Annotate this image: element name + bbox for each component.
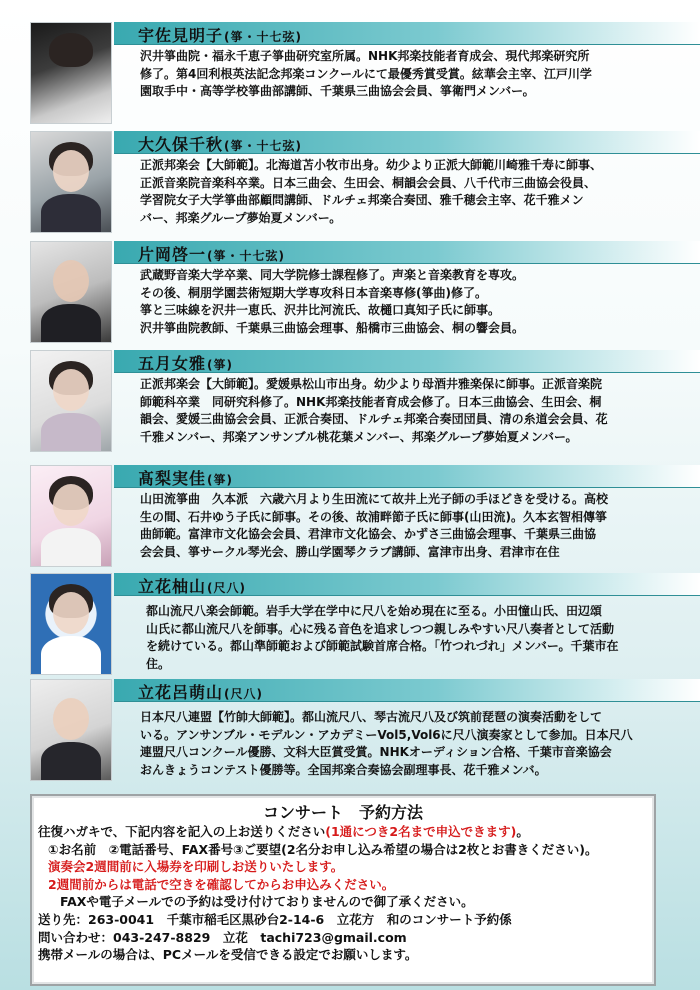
profile-photo	[30, 679, 112, 781]
instrument-label: (尺八)	[207, 581, 246, 595]
photo-body-shape	[41, 742, 101, 781]
bio-line: 学習院女子大学箏曲部顧問講師、ドルチェ邦楽合奏団、雅千穂会主宰、花千雅メン	[140, 193, 584, 207]
photo-face-shape	[53, 150, 89, 192]
profile-card	[0, 22, 700, 122]
profile-card	[0, 465, 700, 565]
limit-note: (1通につき2名まで申込できます)	[325, 824, 517, 839]
phone-check-notice: 2週間前からは電話で空きを確認してからお申込みください。	[48, 876, 395, 892]
bio-line: 山田流箏曲 久本派 六歳六月より生田流にて故井上光子師の手ほどきを受ける。高校	[140, 492, 609, 506]
performer-name: 大久保千秋(箏・十七弦)	[138, 135, 302, 154]
reservation-box	[30, 794, 656, 986]
profile-card	[0, 679, 700, 779]
performer-name: 宇佐見明子(箏・十七弦)	[138, 26, 302, 45]
photo-body-shape	[41, 194, 101, 233]
profile-photo	[30, 241, 112, 343]
photo-face-shape	[53, 698, 89, 740]
bio-line: 山氏に都山流尺八を師事。心に残る音色を追求しつつ親しみやすい尺八奏者として活動	[146, 621, 615, 636]
instrument-label: (箏・十七弦)	[224, 139, 302, 153]
instrument-label: (箏・十七弦)	[224, 30, 302, 44]
performer-bio	[140, 48, 675, 101]
bio-line: 修了。第4回利根英法記念邦楽コンクールにて最優秀賞受賞。絃華会主宰、江戸川学	[140, 66, 592, 81]
bio-line: を続けている。都山準師範および師範試験首席合格。「竹つれづれ」メンバー。千葉市在	[146, 639, 619, 653]
bio-line: 園取手中・高等学校箏曲部講師、千葉県三曲協会会員、箏衛門メンバー。	[140, 84, 535, 98]
bio-line: 正派邦楽会【大師範】。愛媛県松山市出身。幼少より母酒井雅楽保に師事。正派音楽院	[140, 377, 603, 391]
photo-hair-shape	[49, 33, 93, 67]
reservation-line: ①お名前 ②電話番号、FAX番号③ご要望(2名分お申し込み希望の場合は2枚とお書きください)。	[48, 841, 598, 857]
reservation-title: コンサート 予約方法	[262, 803, 423, 822]
performer-bio	[146, 603, 681, 673]
name-bar	[114, 131, 700, 154]
performer-bio	[140, 267, 675, 337]
profile-card	[0, 241, 700, 341]
instrument-label: (尺八)	[224, 687, 263, 701]
profile-photo	[30, 573, 112, 675]
photo-body-shape	[41, 413, 101, 452]
profile-photo	[30, 22, 112, 124]
photo-face-shape	[53, 484, 89, 526]
bio-line: その後、桐朋学園芸術短期大学専攻科日本音楽専修(箏曲)修了。	[140, 285, 487, 300]
name-bar	[114, 350, 700, 373]
bio-line: 住。	[146, 656, 171, 671]
contact-info: 問い合わせ：043-247-8829 立花 tachi723@gmail.com	[38, 929, 407, 945]
instrument-label: (箏・十七弦)	[207, 249, 285, 263]
photo-body-shape	[41, 304, 101, 343]
performer-bio	[140, 376, 675, 446]
bio-line: 連盟尺八コンクール優勝、文科大臣賞受賞。NHKオーディション合格、千葉市音楽協会	[140, 745, 612, 759]
performer-bio	[140, 157, 675, 227]
profile-card	[0, 350, 700, 450]
performer-name: 片岡啓一(箏・十七弦)	[138, 245, 285, 264]
profile-photo	[30, 350, 112, 452]
bio-line: 千雅メンバー、邦楽アンサンブル桃花葉メンバー、邦楽グループ夢始夏メンバー。	[140, 429, 578, 444]
name-bar	[114, 22, 700, 45]
bio-line: 日本尺八連盟【竹帥大師範】。都山流尺八、琴古流尺八及び筑前琵琶の演奏活動をして	[140, 710, 603, 724]
profile-card	[0, 573, 700, 673]
name-bar	[114, 241, 700, 264]
bio-line: 曲師範。富津市文化協会会員、君津市文化協会、かずさ三曲協会理事、千葉県三曲協	[140, 527, 597, 541]
bio-line: 生の間、石井ゆう子氏に師事。その後、故浦畔節子氏に師事(山田流)。久本玄智相傳箏	[140, 509, 607, 524]
profile-card	[0, 131, 700, 231]
name-bar	[114, 573, 700, 596]
profile-photo	[30, 131, 112, 233]
bio-line: 箏と三味線を沢井一恵氏、沢井比河流氏、故樋口真知子氏に師事。	[140, 303, 501, 317]
reservation-line	[38, 823, 650, 841]
instrument-label: (箏)	[207, 358, 233, 372]
bio-line: 武蔵野音楽大学卒業、同大学院修士課程修了。声楽と音楽教育を専攻。	[140, 268, 525, 282]
performer-bio	[140, 491, 675, 561]
bio-line: 都山流尺八楽会師範。岩手大学在学中に尺八を始め現在に至る。小田憧山氏、田辺頌	[146, 604, 603, 618]
photo-face-shape	[53, 369, 89, 411]
bio-line: 会会員、箏サークル琴光会、勝山学園琴クラブ講師、富津市出身、君津市在住	[140, 544, 560, 559]
bio-line: 沢井箏曲院教師、千葉県三曲協会理事、船橋市三曲協会、桐の響会員。	[140, 320, 525, 335]
photo-body-shape	[41, 636, 101, 675]
photo-face-shape	[53, 260, 89, 302]
bio-line: 沢井箏曲院・福永千恵子箏曲研究室所属。NHK邦楽技能者育成会、現代邦楽研究所	[140, 49, 590, 63]
photo-face-shape	[53, 592, 89, 634]
bio-line: 師範科卒業 同研究科修了。NHK邦楽技能者育成会修了。日本三曲協会、生田会、桐	[140, 394, 602, 409]
performer-name: 髙梨実佳(箏)	[138, 469, 233, 488]
ticket-notice: 演奏会2週間前に入場券を印刷しお送りいたします。	[48, 859, 344, 875]
performer-name: 立花呂萌山(尺八)	[138, 683, 263, 702]
mailing-address: 送り先：263-0041 千葉市稲毛区黒砂台2-14-6 立花方 和のコンサート予約係	[38, 911, 512, 927]
reservation-line: 携帯メールの場合は、PCメールを受信できる設定でお願いします。	[38, 947, 418, 963]
punctuation: 。	[516, 824, 529, 839]
performer-name: 立花柚山(尺八)	[138, 577, 246, 596]
bio-line: 韻会、愛媛三曲協会会員、正派合奏団、ドルチェ邦楽合奏団団員、清の糸道会会員、花	[140, 412, 608, 426]
performer-name: 五月女雅(箏)	[138, 354, 233, 373]
bio-line: おんきょうコンテスト優勝等。全国邦楽合奏協会副理事長、花千雅メンバ。	[140, 762, 547, 777]
profile-photo	[30, 465, 112, 567]
bio-line: 正派音楽院音楽科卒業。日本三曲会、生田会、桐韻会会員、八千代市三曲協会役員、	[140, 175, 597, 190]
bio-line: 正派邦楽会【大師範】。北海道苫小牧市出身。幼少より正派大師範川崎雅千寿に師事、	[140, 158, 603, 172]
performer-bio	[140, 709, 675, 779]
reservation-instructions	[38, 823, 650, 964]
bio-line: バー、邦楽グループ夢始夏メンバー。	[140, 210, 342, 225]
photo-body-shape	[41, 528, 101, 567]
name-bar	[114, 465, 700, 488]
instrument-label: (箏)	[207, 473, 233, 487]
bio-line: いる。アンサンブル・モデルン・アカデミーVol5,Vol6に尺八演奏家として参加。日本尺八	[140, 727, 633, 742]
instruction-text: 往復ハガキで、下記内容を記入の上お送りください	[38, 824, 326, 839]
reservation-line: FAXや電子メールでの予約は受け付けておりませんので御了承ください。	[60, 894, 474, 910]
name-bar	[114, 679, 700, 702]
